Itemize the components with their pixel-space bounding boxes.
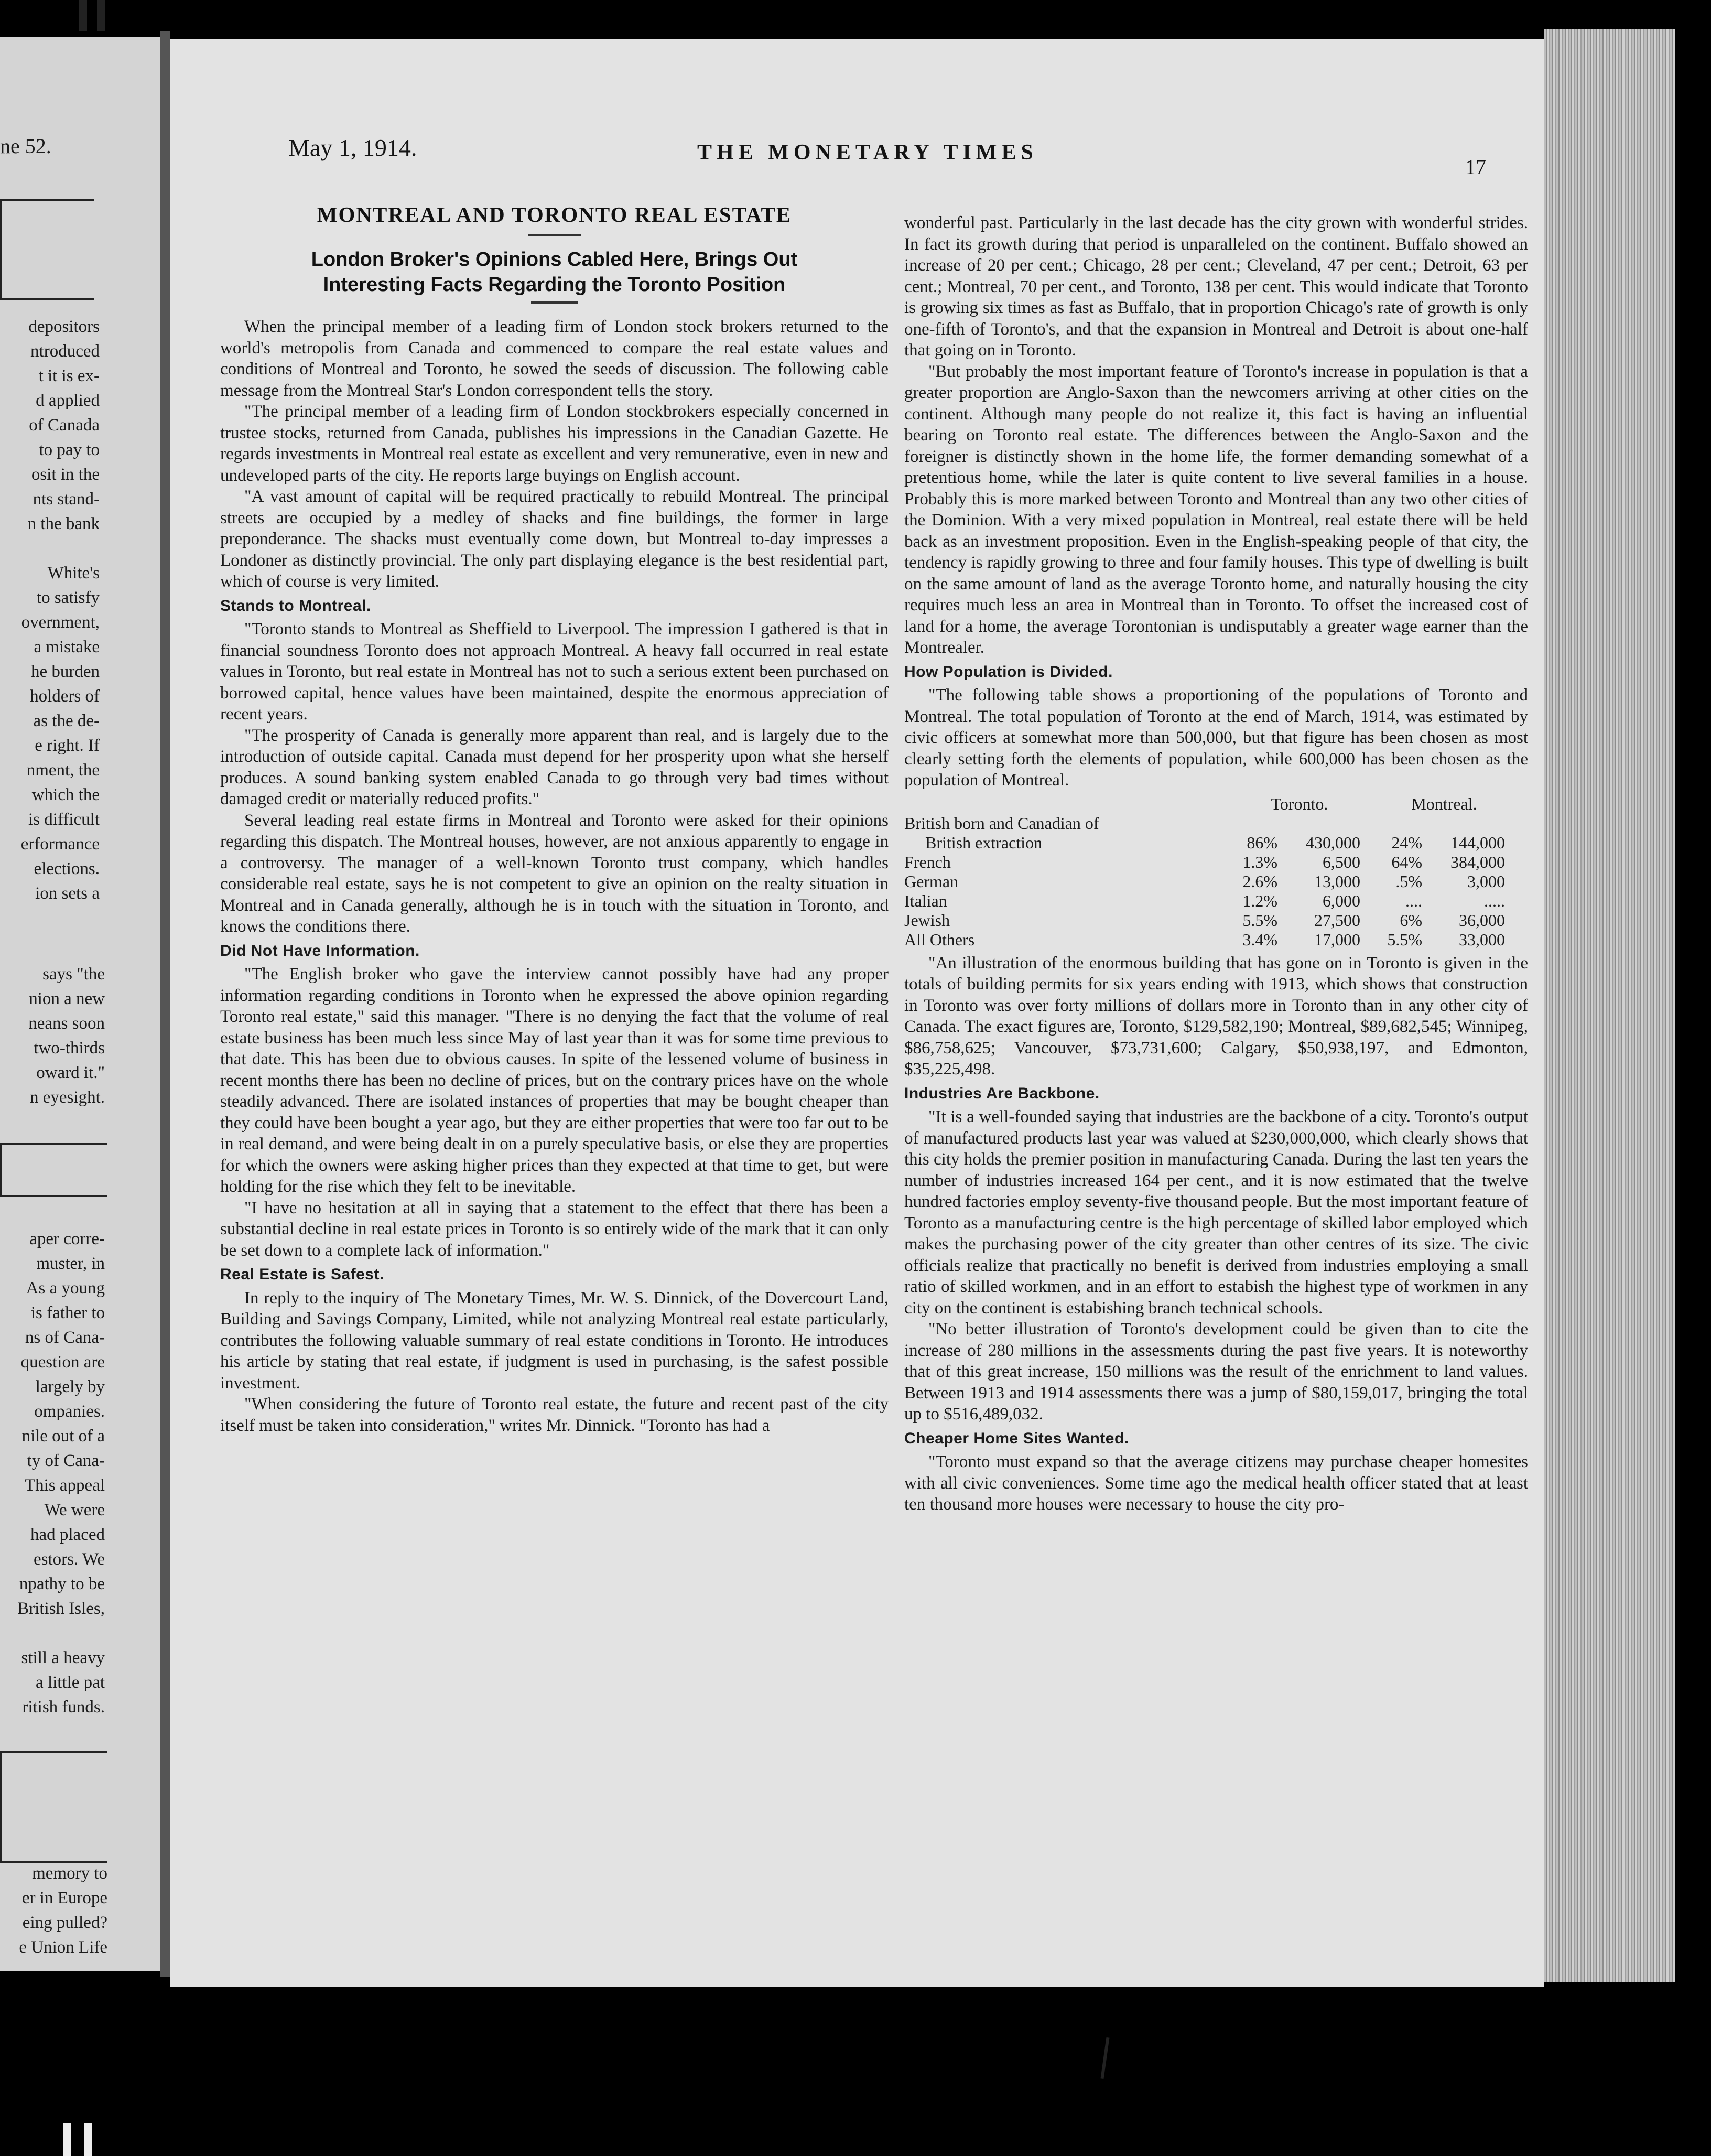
column-1-body	[220, 316, 889, 1436]
left-page-line: elections.	[34, 859, 100, 878]
left-page-line: depositors	[28, 317, 100, 336]
left-page-box	[0, 1751, 107, 1863]
left-page-line: he burden	[30, 662, 100, 681]
toronto-count: 13,000	[1314, 871, 1360, 891]
montreal-percent: 24%	[1391, 833, 1422, 852]
left-page-text-bottom	[0, 1861, 107, 1960]
left-page-box	[0, 1143, 107, 1197]
article-title: MONTREAL AND TORONTO REAL ESTATE	[317, 202, 792, 227]
left-page-line: aper corre-	[29, 1230, 105, 1248]
montreal-percent: 5.5%	[1387, 930, 1422, 949]
left-page-line: ompanies.	[34, 1402, 105, 1421]
row-label: All Others	[904, 930, 975, 949]
column-2-body-top	[904, 212, 1528, 791]
table-row	[904, 891, 1507, 911]
left-page-line	[0, 1621, 105, 1646]
left-page-line: a mistake	[34, 638, 100, 656]
row-label: British born and Canadian of	[904, 813, 1099, 833]
left-page-line: t it is ex-	[38, 366, 100, 385]
montreal-count	[1424, 814, 1507, 833]
left-page-line: oward it."	[36, 1063, 105, 1082]
toronto-count	[1280, 814, 1362, 833]
left-page-text-top	[0, 315, 100, 906]
article-paragraph: wonderful past. Particularly in the last decade has the city grown with wonderful strides. In fact its growth during that period is unparalleled on the continent. Buffalo showed an increase of 20 per cent.; Chicago, 28 per cent.; Cleveland, 47 per cent.; Detroit, 63 per cent.; Montreal, 70 per cent., and Toronto, 138 per cent. This would indicate that Toronto is growing six times as fast as Buffalo, that in proportion Chicago's rate of growth is only one-fifth of Toronto's, and that the expansion in Montreal and Detroit is about one-half that going on in Toronto.	[904, 213, 1528, 360]
left-page-line: overnment,	[21, 613, 100, 632]
article-paragraph: "I have no hesitation at all in saying that a statement to the effect that there has been a substantial decline in real estate prices in Toronto is so entirely wide of the mark that it can only be set down to a complete lack of information."	[220, 1198, 889, 1260]
article-paragraph: "It is a well-founded saying that industries are the backbone of a city. Toronto's output of manufactured products last year was valued at $230,000,000, which clearly shows that this city holds the premier position in manufacturing Canada. During the last ten years the number of industries increased 164 per cent., and it is now estimated that the twelve hundred factories employ seventy-five thousand people. But the most important feature of Toronto as a manufacturing centre is the high percentage of skilled labor employed which makes the purchasing power of the city greater than other centres of its size. The civic officials realize that practically no benefit is derived from industries employing a small ratio of skilled workmen, and in an effort to estabish the highest type of workmen in any city on the continent is estabishing branch technical schools.	[904, 1107, 1528, 1318]
left-facing-page	[0, 37, 160, 1971]
left-page-line: ion sets a	[35, 884, 100, 903]
article-paragraph: When the principal member of a leading firm of London stock brokers returned to the world's metropolis from Canada and commenced to compare the real estate values and conditions of Montreal and Toronto, he sowed the seeds of discussion. The following cable message from the Montreal Star's London correspondent tells the story.	[220, 317, 889, 400]
montreal-count: 144,000	[1450, 833, 1505, 852]
article-paragraph: "When considering the future of Toronto real estate, the future and recent past of the city itself must be taken into consideration," writes Mr. Dinnick. "Toronto has had a	[220, 1395, 889, 1435]
article-column-1	[220, 202, 889, 1436]
montreal-count: 3,000	[1467, 871, 1505, 891]
section-heading: Real Estate is Safest.	[220, 1266, 384, 1283]
toronto-count: 430,000	[1306, 833, 1360, 852]
toronto-count: 6,000	[1323, 891, 1360, 910]
toronto-percent: 1.3%	[1242, 852, 1277, 871]
table-row	[904, 930, 1507, 950]
section-heading: Stands to Montreal.	[220, 597, 371, 615]
table-header-toronto: Toronto.	[1271, 794, 1328, 813]
left-page-line: is difficult	[28, 810, 100, 829]
toronto-percent	[1218, 814, 1280, 833]
ink-mark	[1100, 2037, 1109, 2079]
left-page-line: is father to	[30, 1303, 105, 1322]
table-row	[904, 872, 1507, 891]
toronto-percent: 2.6%	[1242, 871, 1277, 891]
film-mark	[84, 2123, 92, 2156]
population-table	[904, 794, 1528, 950]
left-page-line: We were	[44, 1501, 105, 1519]
left-page-line: npathy to be	[19, 1575, 105, 1593]
article-paragraph: "No better illustration of Toronto's development could be given than to cite the increase of 280 millions in the assessments during the past five years. It is noteworthy that of this great increase, 150 millions was the result of the enrichment to land values. Between 1913 and 1914 assessments there was a jump of $80,159,017, bringing the total up to $516,489,032.	[904, 1320, 1528, 1424]
row-label: French	[904, 852, 951, 871]
left-page-line: neans soon	[28, 1014, 105, 1033]
left-page-line: muster, in	[36, 1254, 105, 1273]
toronto-percent: 1.2%	[1242, 891, 1277, 910]
left-page-line: says "the	[42, 965, 105, 984]
article-column-2	[904, 212, 1528, 1515]
left-page-line: eing pulled?	[22, 1913, 107, 1932]
left-page-line: largely by	[35, 1377, 105, 1396]
newspaper-page	[170, 39, 1544, 1987]
row-label: British extraction	[925, 833, 1043, 852]
article-paragraph: "Toronto stands to Montreal as Sheffield to Liverpool. The impression I gathered is that in financial soundness Toronto does not approach Montreal. A heavy fall occurred in real estate values in Toronto, but real estate in Montreal has not to such a serious extent been purchased on borrowed capital, hence values have been maintained, despite the enormous appreciation of recent years.	[220, 620, 889, 724]
toronto-count: 27,500	[1314, 910, 1360, 930]
toronto-percent: 86%	[1247, 833, 1277, 852]
left-page-line: question are	[20, 1353, 105, 1372]
left-page-line: White's	[47, 564, 100, 583]
issue-date: May 1, 1914.	[288, 134, 417, 161]
left-page-line: nment, the	[26, 761, 100, 780]
montreal-percent	[1362, 814, 1424, 833]
left-page-header: ne 52.	[0, 134, 51, 158]
subtitle-rule	[531, 301, 578, 304]
article-paragraph: "But probably the most important feature of Toronto's increase in population is that a greater proportion are Anglo-Saxon than the newcomers arriving at other cities on the continent. Although many people do not realize it, this fact is having an influential bearing on Toronto real estate. The differences between the Anglo-Saxon and the foreigner is distinctly shown in the home life, the former demanding somewhat of a pretentious home, while the later is quite content to live several families in a house. Probably this is more marked between Toronto and Montreal than any two other cities of the Dominion. With a very mixed population in Montreal, real estate there will be held back as an investment proposition. Even in the English-speaking people of that city, the tendency is rapidly growing to three and four family houses. This type of dwelling is built on the same amount of land as the average Toronto home, and naturally housing the city requires much less an area in Montreal than in Toronto. To offset the increased cost of land for a home, the average Torontonian is undisputably a greater wage earner than the Montrealer.	[904, 362, 1528, 657]
table-row	[904, 833, 1507, 853]
left-page-line: er in Europe	[21, 1889, 107, 1907]
article-paragraph: "The following table shows a proportioning of the populations of Toronto and Montreal. The total population of Toronto at the end of March, 1914, was estimated by civic officers at somewhat more than 500,000, but that figure has been chosen as most clearly setting forth the elements of population, while 600,000 has been chosen as the population of Montreal.	[904, 686, 1528, 790]
montreal-percent: .5%	[1395, 871, 1422, 891]
row-label: German	[904, 871, 959, 891]
left-page-line: nile out of a	[21, 1427, 105, 1446]
left-page-line: a little pat	[36, 1673, 105, 1692]
section-heading: Industries Are Backbone.	[904, 1084, 1100, 1102]
toronto-percent: 5.5%	[1242, 910, 1277, 930]
left-page-line: of Canada	[29, 416, 100, 435]
left-page-line: which the	[31, 785, 100, 804]
montreal-count: 33,000	[1459, 930, 1505, 949]
article-subtitle: London Broker's Opinions Cabled Here, Brings Out Interesting Facts Regarding the Toronto Position	[311, 249, 798, 296]
montreal-count: 36,000	[1459, 910, 1505, 930]
left-page-text-mid	[0, 962, 105, 1110]
montreal-count: .....	[1484, 891, 1505, 910]
table-row	[904, 814, 1507, 833]
left-page-text-lower	[0, 1227, 105, 1720]
section-heading: Did Not Have Information.	[220, 942, 420, 960]
left-page-line: osit in the	[31, 465, 100, 484]
left-page-line: to pay to	[39, 440, 100, 459]
article-paragraph: "The prosperity of Canada is generally more apparent than real, and is largely due to the introduction of outside capital. Canada must depend for her prosperity upon what she herself produces. A sound banking system enabled Canada to go through very bad times without damaged credit or materially reduced profits."	[220, 726, 889, 808]
left-page-line: as the de-	[33, 712, 100, 730]
article-paragraph: "The English broker who gave the interview cannot possibly have had any proper information regarding conditions in Toronto when he expressed the above opinion regarding Toronto real estate," said this manager. "There is no denying the fact that the volume of real estate business has been much less since May of last year than it was for some time previous to that date. This has been due to obvious causes. In spite of the lessened volume of business in recent months there has been no decline of prices, but on the contrary prices have on the whole steadily advanced. There are isolated instances of properties that may be bought cheaper than they could have been bought a year ago, but they are either properties that were too far out to be in real demand, and were being dealt in on a purely speculative basis, or else they are properties for which the owners were asking higher prices than they expected at that time to get, but were holding for the rise which they felt to be inevitable.	[220, 965, 889, 1196]
left-page-line: e Union Life	[19, 1938, 107, 1957]
film-mark	[79, 0, 87, 31]
article-paragraph: "The principal member of a leading firm of London stockbrokers especially concerned in trustee stocks, returned from Canada, publishes his impressions in the Canadian Gazette. He regards investments in Montreal real estate as excellent and very remunerative, even in new and undeveloped parts of the city. He reports large buyings on English account.	[220, 402, 889, 485]
left-page-line: This appeal	[24, 1476, 105, 1495]
left-page-line: e right. If	[35, 736, 100, 755]
article-paragraph: "An illustration of the enormous building that has gone on in Toronto is given in the totals of building permits for six years ending with 1913, which shows that construction in Toronto was over forty millions of dollars more in Toronto than in any other city of Canada. The exact figures are, Toronto, $129,582,190; Montreal, $89,682,545; Winnipeg, $86,758,625; Vancouver, $73,731,600; Calgary, $50,938,197, and Edmonton, $35,225,498.	[904, 953, 1528, 1079]
left-page-line	[0, 536, 100, 561]
toronto-count: 17,000	[1314, 930, 1360, 949]
montreal-percent: ....	[1405, 891, 1422, 910]
left-page-line: n the bank	[27, 514, 100, 533]
montreal-percent: 64%	[1391, 852, 1422, 871]
left-page-line: ntroduced	[30, 342, 100, 361]
film-mark	[97, 0, 105, 31]
left-page-line: n eyesight.	[30, 1088, 105, 1107]
left-page-line: memory to	[32, 1864, 107, 1883]
row-label: Jewish	[904, 910, 950, 930]
left-page-line: two-thirds	[34, 1039, 105, 1058]
page-gutter	[160, 31, 170, 1977]
article-paragraph: In reply to the inquiry of The Monetary Times, Mr. W. S. Dinnick, of the Dovercourt Land, Building and Savings Company, Limited, while not analyzing Montreal real estate particularly, contributes the following valuable summary of real estate conditions in Toronto. He introduces his article by stating that real estate, if judgment is used in purchasing, is the safest possible investment.	[220, 1288, 889, 1393]
section-heading: How Population is Divided.	[904, 663, 1113, 681]
article-paragraph: "Toronto must expand so that the average citizens may purchase cheaper homesites with all civic conveniences. Some time ago the medical health officer stated that at least ten thousand more houses were necessary to house the city pro-	[904, 1452, 1528, 1514]
title-rule	[528, 234, 581, 236]
left-page-line: to satisfy	[36, 588, 100, 607]
section-heading: Cheaper Home Sites Wanted.	[904, 1429, 1129, 1447]
film-mark	[63, 2123, 71, 2156]
left-page-line: As a young	[26, 1279, 105, 1298]
row-label: Italian	[904, 891, 947, 910]
table-row	[904, 911, 1507, 930]
column-2-body-bottom	[904, 953, 1528, 1515]
left-page-line: ritish funds.	[22, 1698, 105, 1717]
page-number: 17	[1465, 155, 1486, 179]
table-header-montreal: Montreal.	[1411, 794, 1477, 813]
montreal-count: 384,000	[1450, 852, 1505, 871]
left-page-line: holders of	[30, 687, 100, 706]
left-page-line: erformance	[20, 835, 100, 854]
left-page-line: had placed	[30, 1525, 105, 1544]
left-page-line: still a heavy	[21, 1648, 105, 1667]
toronto-percent: 3.4%	[1242, 930, 1277, 949]
table-row	[904, 853, 1507, 872]
left-page-line: d applied	[36, 391, 100, 410]
left-page-line: British Isles,	[17, 1599, 105, 1618]
left-page-line: nts stand-	[33, 490, 100, 509]
left-page-line: estors. We	[33, 1550, 105, 1569]
article-paragraph: "A vast amount of capital will be required practically to rebuild Montreal. The principal streets are occupied by a medley of shacks and fine buildings, the former in large preponderance. The shacks must eventually come down, but Montreal to-day impresses a Londoner as distinctly provincial. The only part displaying elegance is the best residential part, which of course is very limited.	[220, 487, 889, 591]
montreal-percent: 6%	[1400, 910, 1422, 930]
left-page-line: ty of Cana-	[27, 1451, 105, 1470]
journal-title: THE MONETARY TIMES	[697, 141, 1038, 165]
left-page-line: nion a new	[29, 989, 105, 1008]
article-paragraph: Several leading real estate firms in Montreal and Toronto were asked for their opinions regarding this dispatch. The Montreal houses, however, are not anxious apparently to engage in a controversy. The manager of a well-known Toronto trust company, which handles considerable real estate, says he is not competent to give an opinion on the realty situation in Montreal and in Canada generally, although he is in touch with the situation in Toronto, and knows the conditions there.	[220, 811, 889, 936]
left-page-line: ns of Cana-	[25, 1328, 105, 1347]
left-page-box	[0, 199, 94, 300]
book-page-edges	[1544, 29, 1675, 1982]
toronto-count: 6,500	[1323, 852, 1360, 871]
